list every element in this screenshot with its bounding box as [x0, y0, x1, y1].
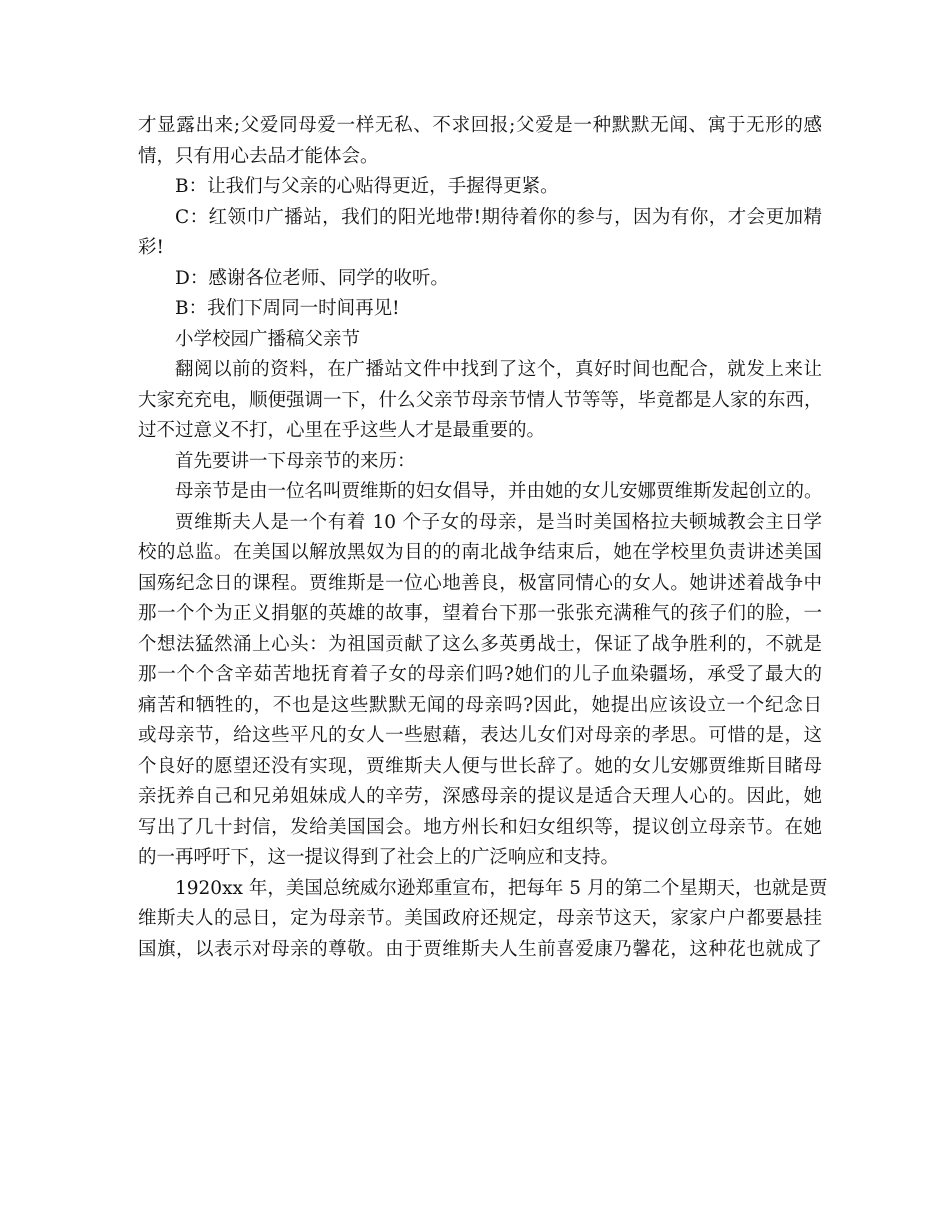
text-line: B：我们下周同一时间再见! — [175, 298, 400, 319]
text-line: 情，只有用心去品才能体会。 — [138, 145, 379, 167]
text-line: 1920xx 年，美国总统威尔逊郑重宣布，把每年 5 月的第二个星期天，也就是贾 — [175, 877, 828, 899]
text-line: 贾维斯夫人是一个有着 10 个子女的母亲，是当时美国格拉夫顿城教会主日学 — [175, 511, 822, 533]
text-line: 母亲节是由一位名叫贾维斯的妇女倡导，并由她的女儿安娜贾维斯发起创立的。 — [175, 481, 823, 502]
text-line: 校的总监。在美国以解放黑奴为目的的南北战争结束后，她在学校里负责讲述美国 — [138, 542, 822, 563]
text-line: C：红领巾广播站，我们的阳光地带!期待着你的参与，因为有你，才会更加精 — [175, 206, 822, 228]
text-line: D：感谢各位老师、同学的收听。 — [175, 267, 449, 289]
text-line: 首先要讲一下母亲节的来历： — [175, 450, 416, 472]
document-body — [138, 111, 828, 965]
text-line: 维斯夫人的忌日，定为母亲节。美国政府还规定，母亲节这天，家家户户都要悬挂 — [138, 908, 822, 929]
text-line: 个想法猛然涌上心头：为祖国贡献了这么多英勇战士，保证了战争胜利的，不就是 — [138, 633, 822, 655]
text-line: 小学校园广播稿父亲节 — [175, 328, 361, 350]
text-line: 那一个个含辛茹苦地抚育着子女的母亲们吗?她们的儿子血染疆场，承受了最大的 — [138, 664, 822, 685]
text-line: 个良好的愿望还没有实现，贾维斯夫人便与世长辞了。她的女儿安娜贾维斯目睹母 — [138, 755, 822, 777]
text-line: 才显露出来;父爱同母爱一样无私、不求回报;父爱是一种默默无闻、寓于无形的感 — [138, 115, 822, 136]
text-line: 亲抚养自己和兄弟姐妹成人的辛劳，深感母亲的提议是适合天理人心的。因此，她 — [138, 786, 822, 807]
text-line: B：让我们与父亲的心贴得更近，手握得更紧。 — [175, 176, 559, 197]
text-line: 过不过意义不打，心里在乎这些人才是最重要的。 — [138, 420, 546, 441]
text-line: 的一再呼吁下，这一提议得到了社会上的广泛响应和支持。 — [138, 847, 620, 868]
text-line: 那一个个为正义捐躯的英雄的故事，望着台下那一张张充满稚气的孩子们的脸，一 — [138, 603, 822, 624]
text-line: 写出了几十封信，发给美国国会。地方州长和妇女组织等，提议创立母亲节。在她 — [138, 816, 822, 838]
text-line: 大家充充电，顺便强调一下，什么父亲节母亲节情人节等等，毕竟都是人家的东西， — [138, 389, 823, 411]
text-line: 彩! — [138, 237, 164, 258]
text-line: 或母亲节，给这些平凡的女人一些慰藉，表达儿女们对母亲的孝思。可惜的是，这 — [138, 725, 822, 746]
text-line: 国殇纪念日的课程。贾维斯是一位心地善良，极富同情心的女人。她讲述着战争中 — [138, 572, 822, 594]
text-line: 国旗，以表示对母亲的尊敬。由于贾维斯夫人生前喜爱康乃馨花，这种花也就成了 — [138, 938, 822, 960]
text-line: 痛苦和牺牲的，不也是这些默默无闻的母亲吗?因此，她提出应该设立一个纪念日 — [138, 694, 822, 716]
text-line: 翻阅以前的资料，在广播站文件中找到了这个，真好时间也配合，就发上来让 — [175, 359, 822, 380]
